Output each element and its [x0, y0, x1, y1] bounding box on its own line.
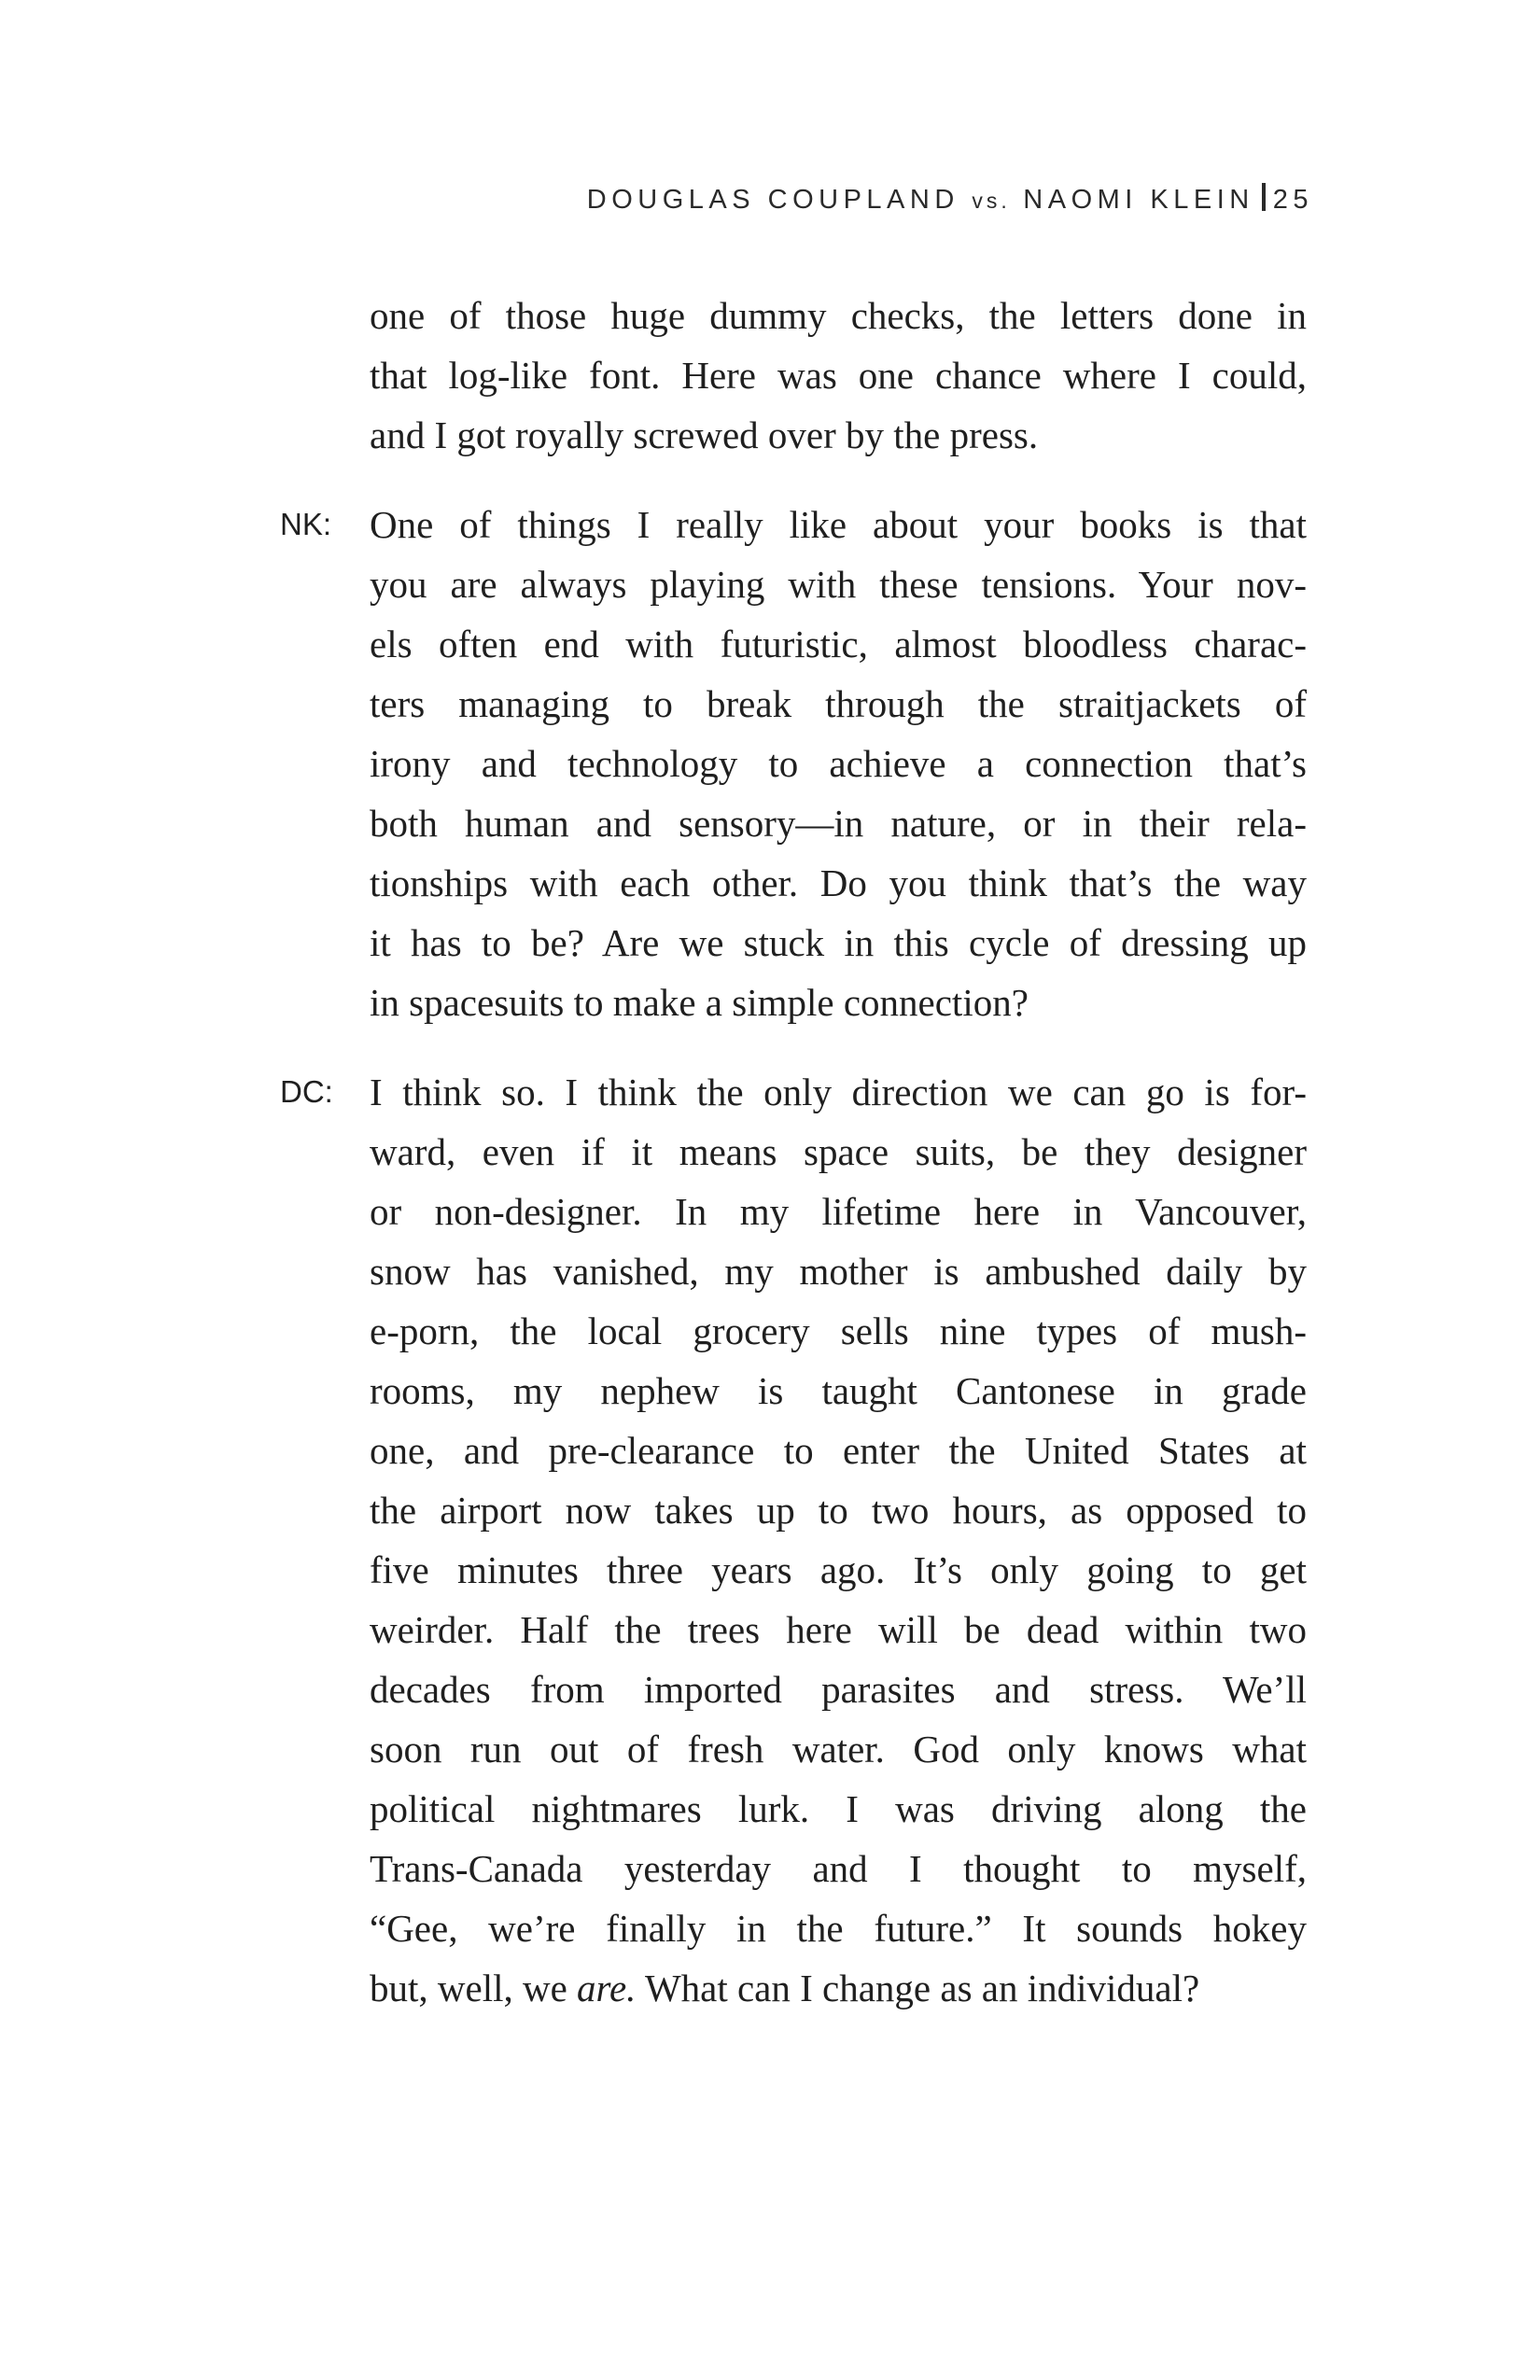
- text-line: snow has vanished, my mother is ambushed daily by: [370, 1250, 1307, 1293]
- text-line: tionships with each other. Do you think that’s the way: [370, 861, 1307, 904]
- text-line: both human and sensory—in nature, or in their rela-: [370, 802, 1307, 845]
- text-line: els often end with futuristic, almost bloodless charac-: [370, 623, 1307, 665]
- header-author-left: DOUGLAS COUPLAND: [586, 185, 959, 215]
- text-line: the airport now takes up to two hours, as opposed to: [370, 1489, 1307, 1532]
- emphasis: are.: [577, 1967, 637, 2009]
- speaker-label: NK:: [280, 507, 332, 541]
- text-line: decades from imported parasites and stress. We’ll: [370, 1668, 1307, 1711]
- text-line: you are always playing with these tensions. Your nov-: [370, 563, 1307, 606]
- text-line: political nightmares lurk. I was driving along the: [370, 1787, 1307, 1830]
- page-body: [280, 286, 1307, 2018]
- text-line: soon run out of fresh water. God only knows what: [370, 1728, 1307, 1771]
- text-line: e-porn, the local grocery sells nine types of mush-: [370, 1309, 1307, 1352]
- header-author-right: NAOMI KLEIN: [1023, 185, 1254, 215]
- header-vs: vs.: [972, 189, 1011, 213]
- text-line: but, well, we are. What can I change as an individual?: [370, 1967, 1200, 2009]
- text-line: or non-designer. In my lifetime here in Vancouver,: [370, 1190, 1307, 1233]
- text-line: one, and pre-clearance to enter the United States at: [370, 1429, 1307, 1472]
- text-line: one of those huge dummy checks, the letters done in: [370, 294, 1307, 337]
- speaker-label: DC:: [280, 1074, 333, 1109]
- text-line: it has to be? Are we stuck in this cycle of dressing up: [370, 921, 1307, 964]
- paragraph-nk: [280, 495, 1307, 1032]
- text-line: Trans-Canada yesterday and I thought to myself,: [370, 1847, 1307, 1890]
- running-header: [587, 183, 1313, 216]
- text-line: weirder. Half the trees here will be dead within two: [370, 1608, 1307, 1651]
- text-line: ters managing to break through the straitjackets of: [370, 682, 1307, 725]
- text-line: ward, even if it means space suits, be they designer: [370, 1130, 1307, 1173]
- text-line: in spacesuits to make a simple connection?: [370, 981, 1029, 1024]
- paragraph-continuation: [370, 286, 1307, 465]
- text-line: rooms, my nephew is taught Cantonese in grade: [370, 1369, 1307, 1412]
- text-line: that log-like font. Here was one chance where I could,: [370, 354, 1307, 397]
- text-line: I think so. I think the only direction we can go is for-: [370, 1071, 1307, 1113]
- text-line: and I got royally screwed over by the press.: [370, 413, 1039, 456]
- paragraph-dc: [280, 1062, 1307, 2018]
- text-line: “Gee, we’re finally in the future.” It sounds hokey: [370, 1907, 1307, 1950]
- page-number: 25: [1272, 185, 1313, 215]
- text-line: One of things I really like about your books is that: [370, 503, 1307, 546]
- header-divider: [1262, 183, 1266, 211]
- text-line: irony and technology to achieve a connection that’s: [370, 742, 1307, 785]
- text-line: five minutes three years ago. It’s only going to get: [370, 1548, 1307, 1591]
